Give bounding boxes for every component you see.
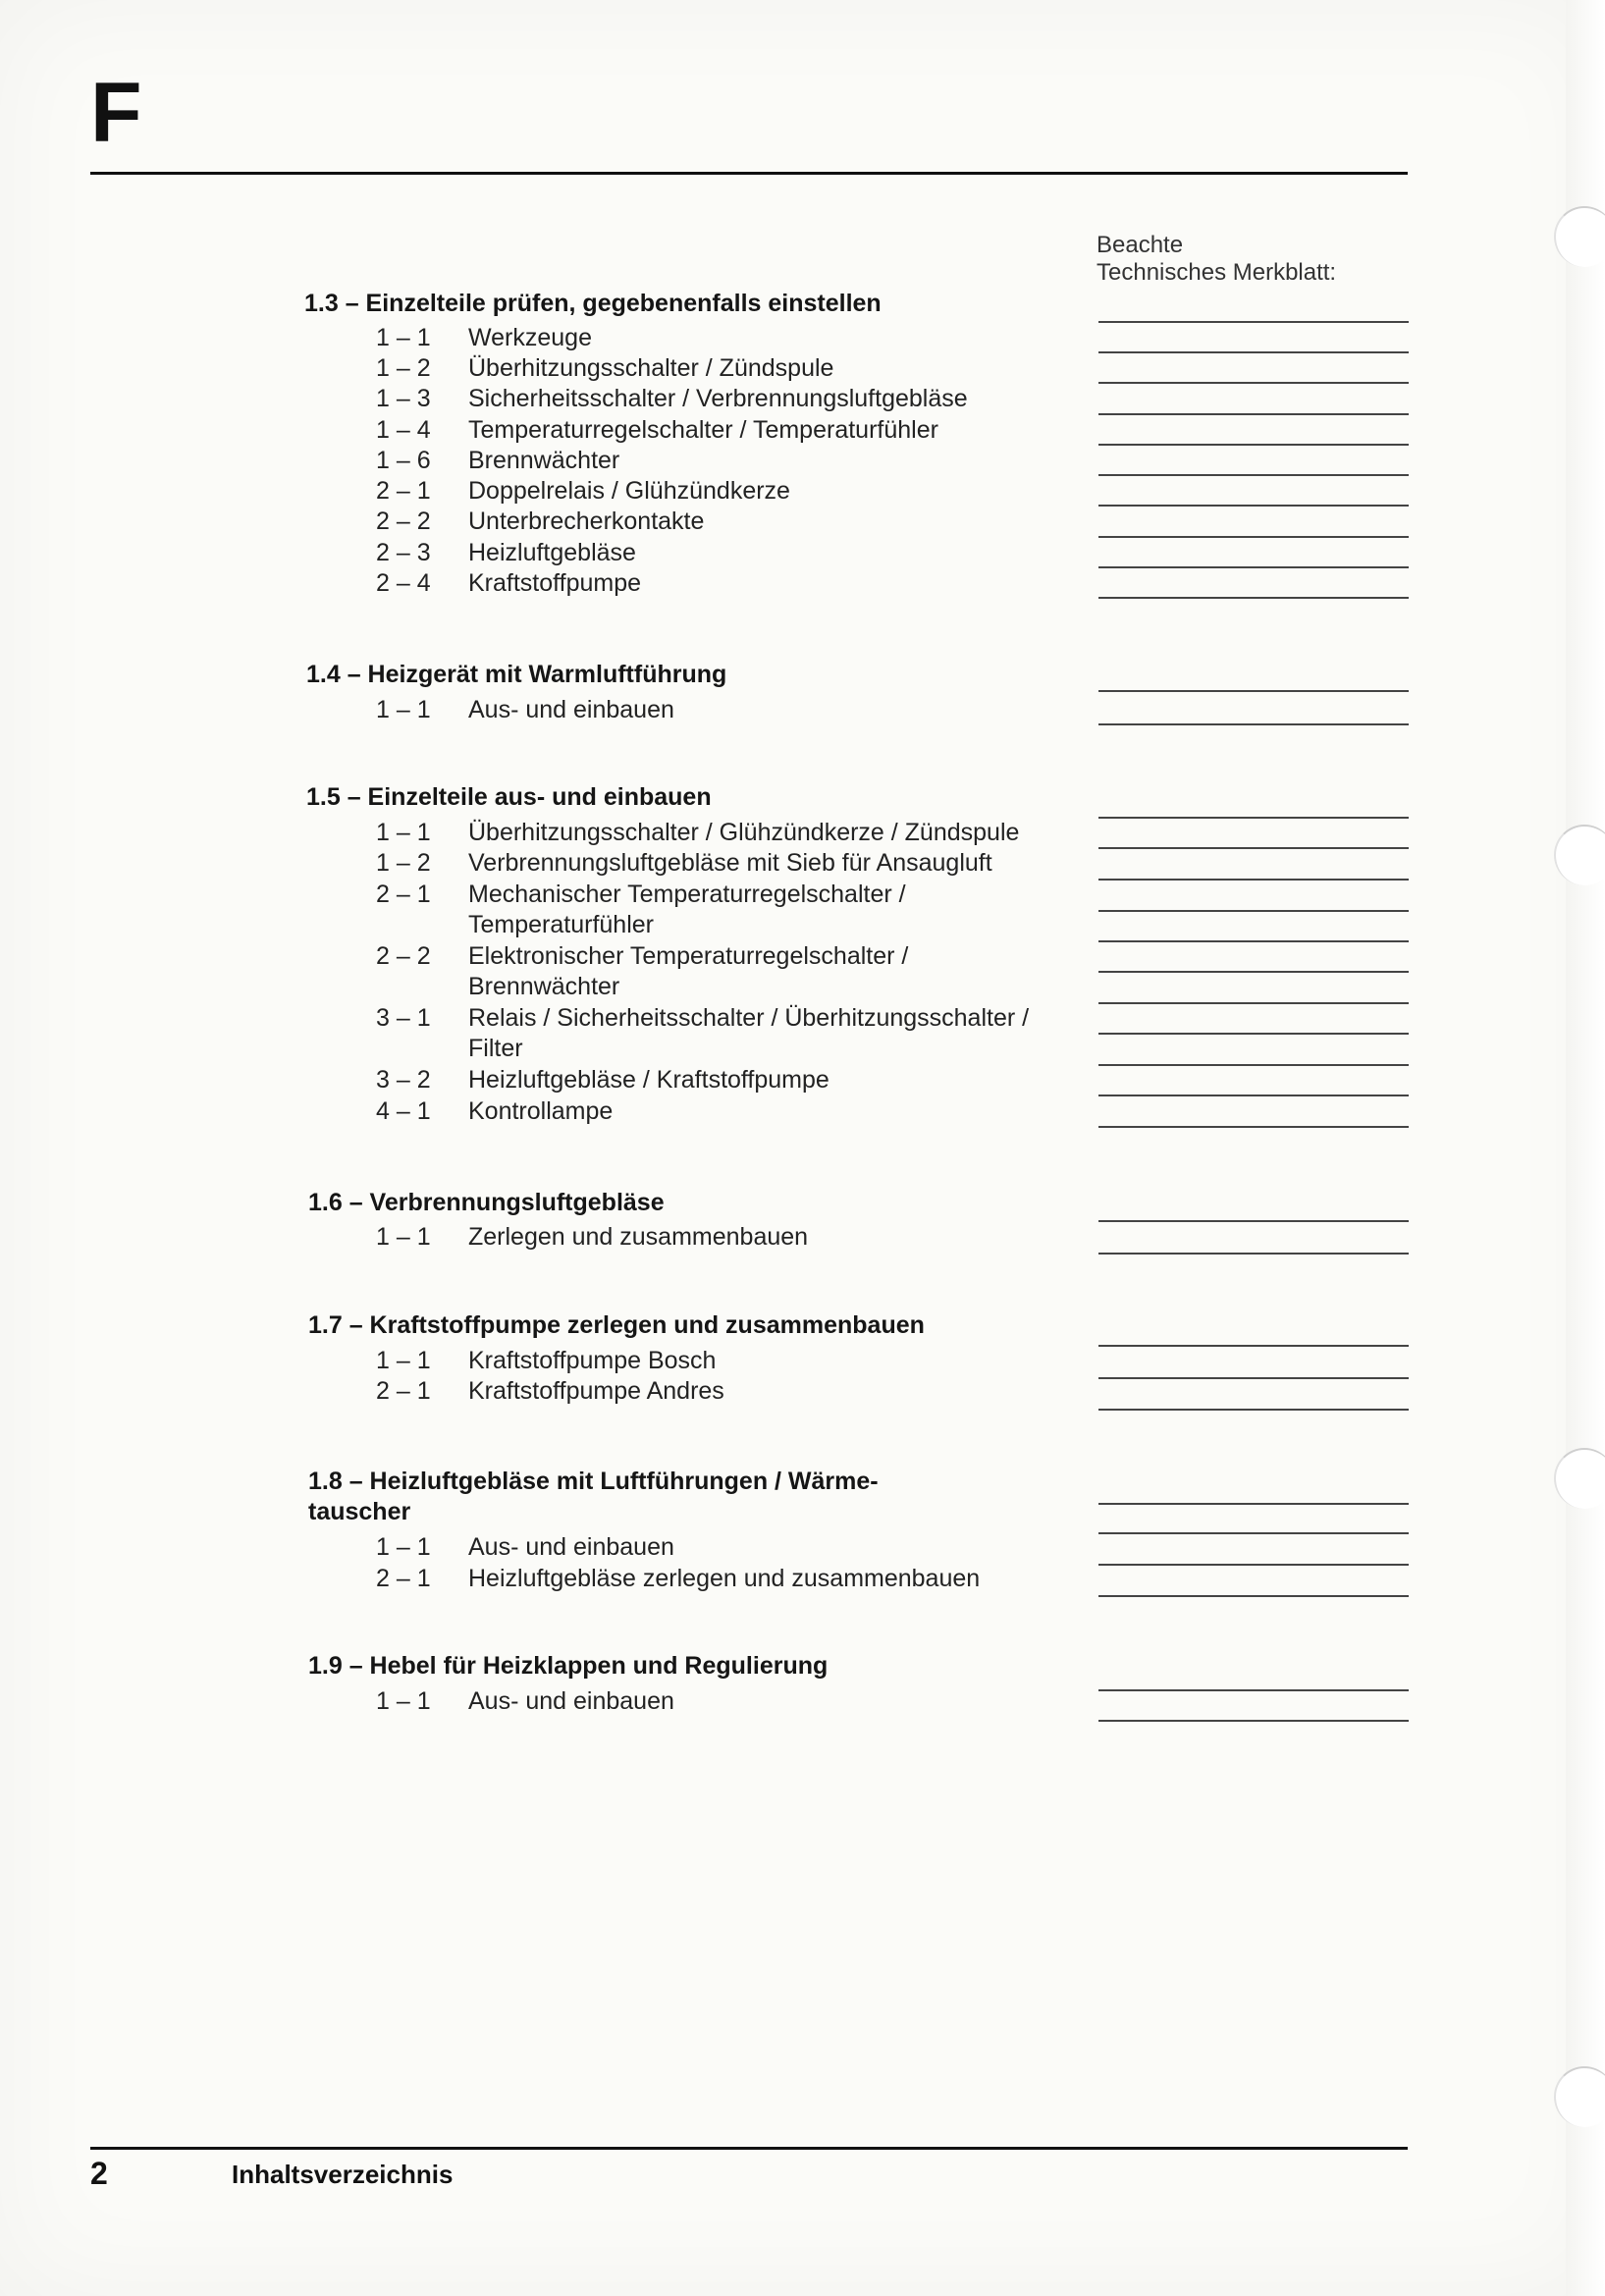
item-number: 1 – 2 — [376, 354, 431, 382]
item-text: Temperaturfühler — [468, 911, 654, 938]
item-text: Mechanischer Temperaturregelschalter / — [468, 881, 906, 908]
merkblatt-label-line2: Technisches Merkblatt: — [1097, 259, 1337, 286]
fill-in-line — [1098, 971, 1409, 973]
item-text: Aus- und einbauen — [468, 1687, 674, 1715]
punch-hole — [1554, 2066, 1605, 2127]
item-number: 1 – 1 — [376, 1687, 431, 1715]
fill-in-line — [1098, 505, 1409, 507]
footer-title: Inhaltsverzeichnis — [232, 2160, 454, 2189]
fill-in-line — [1098, 910, 1409, 912]
fill-in-line — [1098, 690, 1409, 692]
item-text: Werkzeuge — [468, 324, 592, 351]
item-number: 1 – 1 — [376, 819, 431, 846]
fill-in-line — [1098, 1064, 1409, 1066]
fill-in-line — [1098, 413, 1409, 415]
fill-in-line — [1098, 1409, 1409, 1411]
item-text: Verbrennungsluftgebläse mit Sieb für Ansaugluft — [468, 849, 992, 877]
item-text: Kraftstoffpumpe — [468, 569, 642, 597]
item-number: 1 – 4 — [376, 416, 431, 444]
item-number: 2 – 4 — [376, 569, 431, 597]
item-number: 2 – 1 — [376, 881, 431, 908]
item-number: 2 – 3 — [376, 539, 431, 566]
header-rule — [90, 172, 1408, 175]
fill-in-line — [1098, 1503, 1409, 1505]
fill-in-line — [1098, 382, 1409, 384]
fill-in-line — [1098, 847, 1409, 849]
section-title: 1.7 – Kraftstoffpumpe zerlegen und zusammenbauen — [308, 1311, 925, 1339]
item-text: Kraftstoffpumpe Andres — [468, 1377, 724, 1405]
fill-in-line — [1098, 474, 1409, 476]
item-text: Heizluftgebläse / Kraftstoffpumpe — [468, 1066, 829, 1094]
fill-in-line — [1098, 1532, 1409, 1534]
fill-in-line — [1098, 1253, 1409, 1255]
section-title-continuation: tauscher — [308, 1498, 411, 1525]
fill-in-line — [1098, 940, 1409, 942]
item-text: Temperaturregelschalter / Temperaturfühler — [468, 416, 938, 444]
section-title: 1.8 – Heizluftgebläse mit Luftführungen / Wärme- — [308, 1468, 879, 1495]
item-number: 1 – 1 — [376, 1347, 431, 1374]
section-title: 1.4 – Heizgerät mit Warmluftführung — [306, 661, 727, 688]
fill-in-line — [1098, 1033, 1409, 1035]
section-letter: F — [90, 66, 142, 160]
item-text: Überhitzungsschalter / Glühzündkerze / Zündspule — [468, 819, 1020, 846]
fill-in-line — [1098, 444, 1409, 446]
fill-in-line — [1098, 597, 1409, 599]
item-text: Kraftstoffpumpe Bosch — [468, 1347, 717, 1374]
fill-in-line — [1098, 1095, 1409, 1096]
fill-in-line — [1098, 1564, 1409, 1566]
item-number: 2 – 1 — [376, 477, 431, 505]
item-number: 1 – 3 — [376, 385, 431, 412]
item-number: 1 – 1 — [376, 324, 431, 351]
item-text: Aus- und einbauen — [468, 696, 674, 723]
footer-rule — [90, 2147, 1408, 2150]
merkblatt-column-header — [1097, 232, 1336, 287]
fill-in-line — [1098, 1126, 1409, 1128]
item-text: Heizluftgebläse — [468, 539, 636, 566]
section-title: 1.5 – Einzelteile aus- und einbauen — [306, 783, 712, 811]
punch-hole — [1554, 1448, 1605, 1509]
item-number: 1 – 1 — [376, 696, 431, 723]
fill-in-line — [1098, 566, 1409, 568]
item-text: Brennwächter — [468, 973, 620, 1000]
item-text: Unterbrecherkontakte — [468, 507, 705, 535]
fill-in-line — [1098, 1720, 1409, 1722]
merkblatt-label-line1: Beachte — [1097, 232, 1184, 258]
item-text: Elektronischer Temperaturregelschalter / — [468, 942, 909, 970]
section-title: 1.6 – Verbrennungsluftgebläse — [308, 1189, 665, 1216]
fill-in-line — [1098, 351, 1409, 353]
fill-in-line — [1098, 536, 1409, 538]
item-text: Brennwächter — [468, 447, 620, 474]
fill-in-line — [1098, 1377, 1409, 1379]
fill-in-line — [1098, 817, 1409, 819]
fill-in-line — [1098, 1689, 1409, 1691]
page-edge — [1566, 0, 1605, 2296]
item-number: 4 – 1 — [376, 1097, 431, 1125]
item-text: Filter — [468, 1035, 523, 1062]
item-number: 1 – 6 — [376, 447, 431, 474]
item-text: Aus- und einbauen — [468, 1533, 674, 1561]
item-number: 1 – 1 — [376, 1533, 431, 1561]
fill-in-line — [1098, 723, 1409, 725]
page-number: 2 — [90, 2156, 108, 2191]
item-text: Kontrollampe — [468, 1097, 614, 1125]
punch-hole — [1554, 825, 1605, 885]
item-number: 3 – 1 — [376, 1004, 431, 1032]
item-text: Zerlegen und zusammenbauen — [468, 1223, 809, 1251]
section-title: 1.3 – Einzelteile prüfen, gegebenenfalls einstellen — [304, 290, 882, 317]
item-text: Überhitzungsschalter / Zündspule — [468, 354, 834, 382]
item-text: Doppelrelais / Glühzündkerze — [468, 477, 790, 505]
item-number: 2 – 2 — [376, 942, 431, 970]
fill-in-line — [1098, 1220, 1409, 1222]
fill-in-line — [1098, 1002, 1409, 1004]
item-text: Sicherheitsschalter / Verbrennungsluftgebläse — [468, 385, 968, 412]
fill-in-line — [1098, 879, 1409, 881]
item-number: 2 – 1 — [376, 1377, 431, 1405]
item-text: Heizluftgebläse zerlegen und zusammenbauen — [468, 1565, 981, 1592]
fill-in-line — [1098, 321, 1409, 323]
item-number: 2 – 2 — [376, 507, 431, 535]
item-text: Relais / Sicherheitsschalter / Überhitzungsschalter / — [468, 1004, 1030, 1032]
item-number: 1 – 2 — [376, 849, 431, 877]
item-number: 1 – 1 — [376, 1223, 431, 1251]
fill-in-line — [1098, 1345, 1409, 1347]
item-number: 3 – 2 — [376, 1066, 431, 1094]
section-title: 1.9 – Hebel für Heizklappen und Regulierung — [308, 1652, 829, 1680]
item-number: 2 – 1 — [376, 1565, 431, 1592]
fill-in-line — [1098, 1595, 1409, 1597]
punch-hole — [1554, 206, 1605, 267]
